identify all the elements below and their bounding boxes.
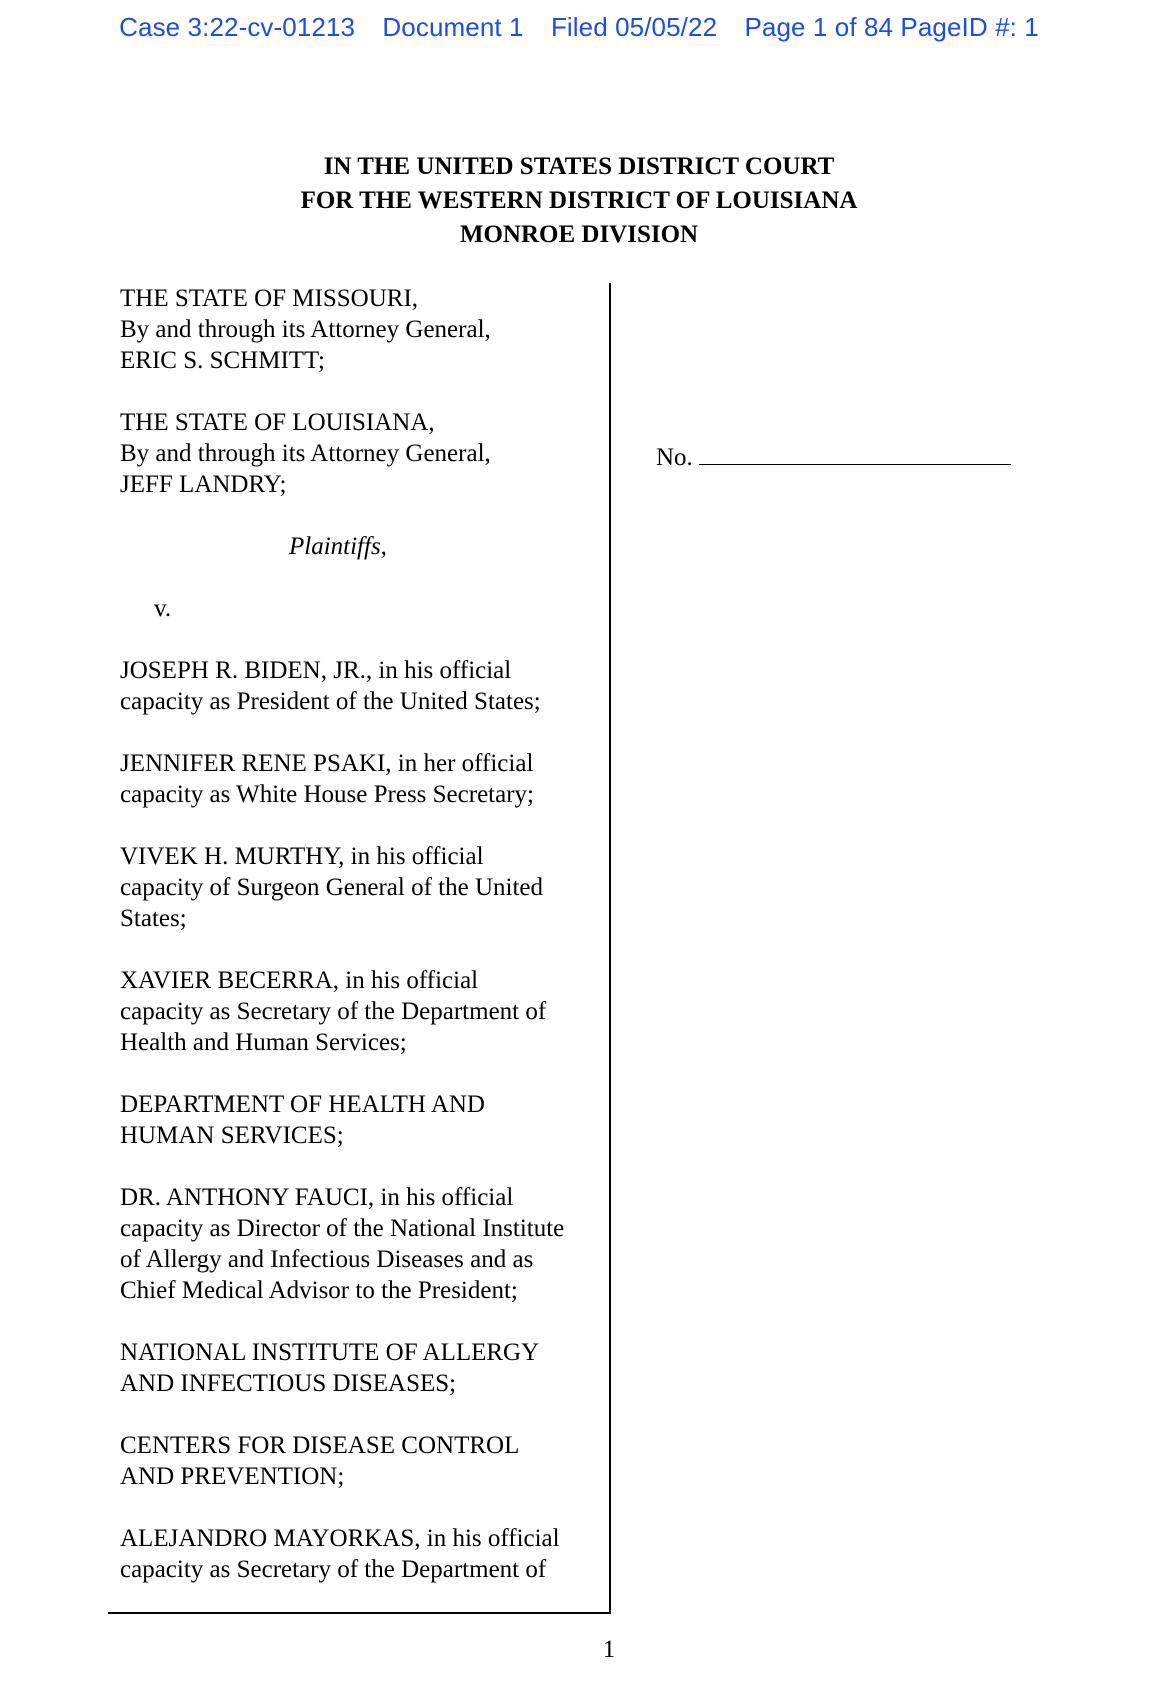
party-line: DEPARTMENT OF HEALTH AND xyxy=(120,1091,485,1118)
party-line: capacity as Secretary of the Department of xyxy=(120,1556,547,1583)
party-line: By and through its Attorney General, xyxy=(120,316,491,343)
party-line: JENNIFER RENE PSAKI, in her official xyxy=(120,750,534,777)
party-line: THE STATE OF LOUISIANA, xyxy=(120,409,435,436)
court-heading-line: MONROE DIVISION xyxy=(459,221,699,248)
party-line: Chief Medical Advisor to the President; xyxy=(120,1277,518,1304)
party-line: XAVIER BECERRA, in his official xyxy=(120,967,479,994)
defendant-block xyxy=(120,1430,610,1492)
plaintiffs-label: Plaintiffs, xyxy=(289,533,387,560)
party-line: ERIC S. SCHMITT; xyxy=(120,347,325,374)
defendant-block xyxy=(120,1089,610,1151)
party-line: AND INFECTIOUS DISEASES; xyxy=(120,1370,457,1397)
case-number-label: No. xyxy=(656,444,693,471)
party-line: capacity as White House Press Secretary; xyxy=(120,781,534,808)
court-heading-line: FOR THE WESTERN DISTRICT OF LOUISIANA xyxy=(300,187,858,214)
party-line: AND PREVENTION; xyxy=(120,1463,345,1490)
party-line: of Allergy and Infectious Diseases and as xyxy=(120,1246,534,1273)
party-line: capacity as President of the United States; xyxy=(120,688,541,715)
party-line: capacity of Surgeon General of the United xyxy=(120,874,543,901)
stamp-filed-date: Filed 05/05/22 xyxy=(550,12,718,42)
party-line: CENTERS FOR DISEASE CONTROL xyxy=(120,1432,520,1459)
party-line: HUMAN SERVICES; xyxy=(120,1122,344,1149)
party-line: THE STATE OF MISSOURI, xyxy=(120,285,419,312)
defendant-block xyxy=(120,748,610,810)
defendant-block xyxy=(120,965,610,1058)
defendant-block xyxy=(120,1337,610,1399)
stamp-page-info: Page 1 of 84 PageID #: 1 xyxy=(744,12,1039,42)
defendant-block xyxy=(120,1523,610,1585)
case-number-field xyxy=(656,442,1011,473)
plaintiff-block xyxy=(120,283,610,376)
party-line: capacity as Director of the National Institute xyxy=(120,1215,565,1242)
defendant-block xyxy=(120,841,610,934)
party-line: capacity as Secretary of the Department of xyxy=(120,998,547,1025)
case-caption-parties xyxy=(120,283,610,1585)
party-line: JOSEPH R. BIDEN, JR., in his official xyxy=(120,657,512,684)
case-number-blank-line xyxy=(699,442,1011,465)
party-line: JEFF LANDRY; xyxy=(120,471,287,498)
stamp-document: Document 1 xyxy=(382,12,524,42)
party-line: VIVEK H. MURTHY, in his official xyxy=(120,843,484,870)
party-line: By and through its Attorney General, xyxy=(120,440,491,467)
defendant-block xyxy=(120,1182,610,1306)
defendant-block xyxy=(120,655,610,717)
party-line: Health and Human Services; xyxy=(120,1029,407,1056)
versus-label: v. xyxy=(154,595,172,622)
party-line: States; xyxy=(120,905,187,932)
caption-vertical-divider xyxy=(609,283,611,1613)
court-heading xyxy=(0,150,1158,252)
stamp-case-number: Case 3:22-cv-01213 xyxy=(119,12,356,42)
court-heading-line: IN THE UNITED STATES DISTRICT COURT xyxy=(323,153,835,180)
party-line: NATIONAL INSTITUTE OF ALLERGY xyxy=(120,1339,540,1366)
party-line: DR. ANTHONY FAUCI, in his official xyxy=(120,1184,514,1211)
caption-bottom-rule xyxy=(108,1612,611,1614)
ecf-header-stamp xyxy=(0,12,1158,43)
plaintiff-block xyxy=(120,407,610,500)
party-line: ALEJANDRO MAYORKAS, in his official xyxy=(120,1525,560,1552)
page-number: 1 xyxy=(602,1636,616,1663)
